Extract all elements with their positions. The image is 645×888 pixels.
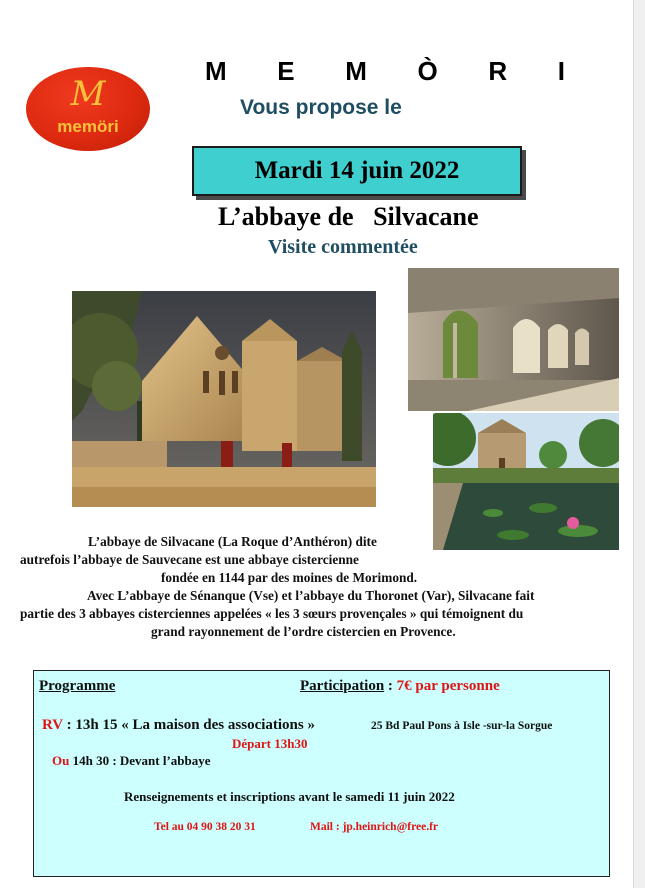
header-subtitle: Vous propose le	[240, 96, 402, 119]
rv-text: : 13h 15 « La maison des associations »	[62, 717, 315, 733]
memori-logo	[26, 67, 150, 151]
page-edge	[633, 0, 645, 888]
departure-time: Départ 13h30	[232, 736, 308, 751]
description-line: autrefois l’abbaye de Sauvecane est une abbaye cistercienne	[20, 552, 359, 567]
logo-wordmark: memöri	[57, 117, 119, 136]
rv-line	[42, 717, 315, 734]
practical-info-box	[33, 670, 610, 877]
alternative-meeting	[52, 753, 211, 769]
phone-contact: Tel au 04 90 38 20 31	[154, 821, 256, 833]
logo-m-mark: M	[70, 74, 106, 114]
description-line: L’abbaye de Silvacane (La Roque d’Anthéron) dite	[88, 534, 377, 549]
brand-letter: E	[277, 56, 295, 86]
alt-text: 14h 30 : Devant l’abbaye	[69, 753, 211, 768]
participation-label: Participation	[300, 678, 385, 694]
email-contact: Mail : jp.heinrich@free.fr	[310, 821, 439, 833]
rv-label: RV	[42, 717, 63, 733]
description-line: fondée en 1144 par des moines de Morimond.	[161, 570, 418, 585]
registration-deadline: Renseignements et inscriptions avant le samedi 11 juin 2022	[124, 789, 455, 804]
event-title: L’abbaye de Silvacane	[218, 202, 479, 231]
abbey-facade-photo	[72, 291, 376, 507]
brand-letter: Ò	[417, 56, 438, 86]
event-subtitle: Visite commentée	[268, 236, 418, 258]
event-date-banner	[192, 146, 522, 196]
rv-address: 25 Bd Paul Pons à Isle -sur-la Sorgue	[371, 720, 553, 732]
price: 7€ par personne	[396, 678, 500, 694]
description-line: grand rayonnement de l’ordre cistercien en Provence.	[151, 624, 456, 639]
brand-letter: R	[488, 56, 508, 86]
description-line: partie des 3 abbayes cisterciennes appelées « les 3 sœurs provençales » qui témoignent du	[20, 606, 524, 621]
programme-label: Programme	[39, 678, 116, 694]
pond-photo	[433, 413, 619, 550]
brand-letter: I	[557, 56, 565, 86]
cloister-photo	[408, 268, 619, 411]
participation-separator: :	[384, 678, 397, 694]
brand-title	[205, 56, 565, 87]
event-date: Mardi 14 juin 2022	[254, 157, 460, 184]
alt-label: Ou	[52, 753, 70, 768]
description-line: Avec L’abbaye de Sénanque (Vse) et l’abbaye du Thoronet (Var), Silvacane fait	[87, 588, 535, 603]
brand-letter: M	[205, 56, 227, 86]
participation-line	[300, 678, 500, 695]
brand-letter: M	[345, 56, 367, 86]
